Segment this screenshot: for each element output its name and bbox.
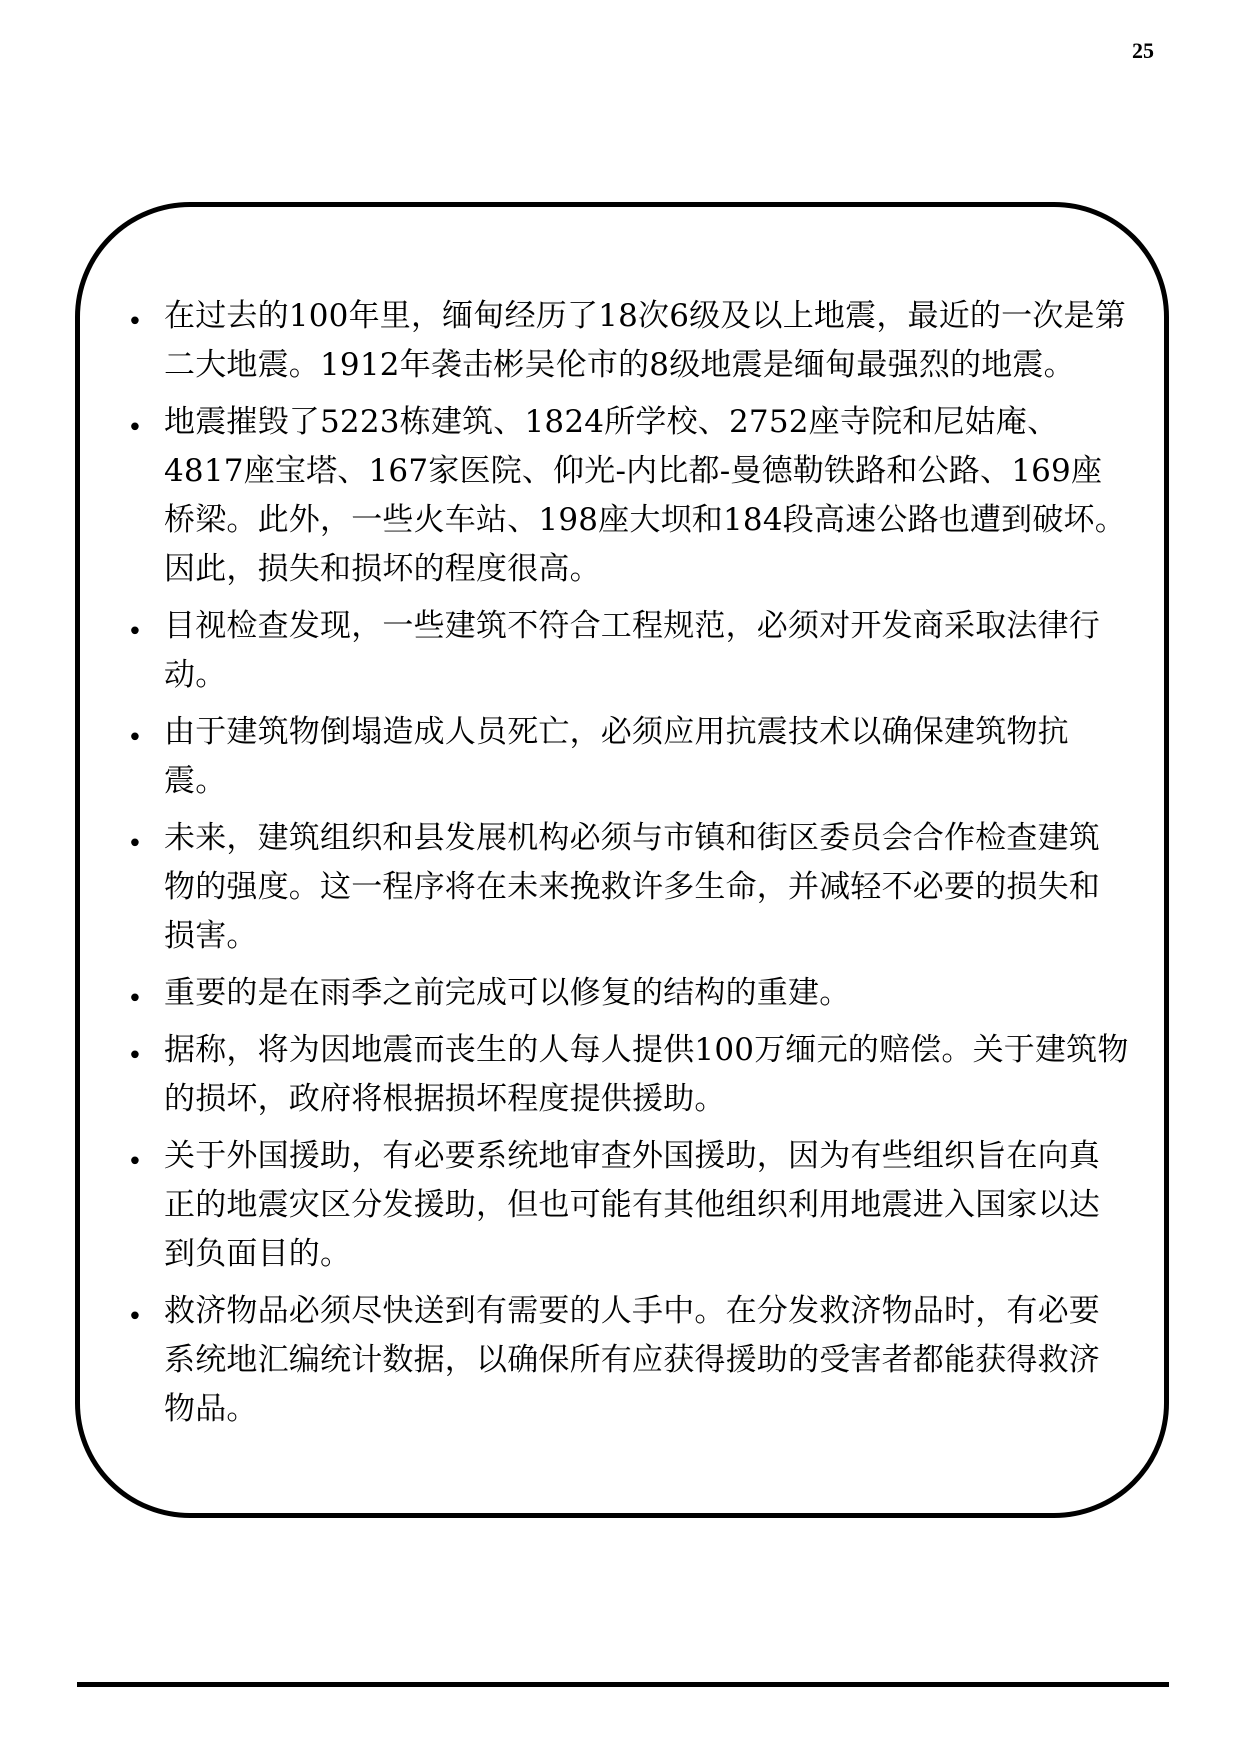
list-item-text: 关于外国援助，有必要系统地审查外国援助，因为有些组织旨在向真正的地震灾区分发援助，但也可能有其他组织利用地震进入国家以达到负面目的。 <box>164 1138 1100 1272</box>
list-item <box>120 708 1130 806</box>
list-item <box>120 398 1130 594</box>
bullet-point-icon: • <box>127 1147 143 1177</box>
bullet-list <box>120 292 1130 1442</box>
list-item-text: 地震摧毁了5223栋建筑、1824所学校、2752座寺院和尼姑庵、4817座宝塔、167家医院、仰光-内比都-曼德勒铁路和公路、169座桥梁。此外，一些火车站、198座大坝和184段高速公路也遭到破坏。因此，损失和损坏的程度很高。 <box>164 404 1126 587</box>
list-item-text: 未来，建筑组织和县发展机构必须与市镇和街区委员会合作检查建筑物的强度。这一程序将在未来挽救许多生命，并减轻不必要的损失和损害。 <box>164 820 1100 954</box>
bullet-point-icon: • <box>127 829 143 859</box>
bullet-point-icon: • <box>127 413 143 443</box>
list-item-text: 据称，将为因地震而丧生的人每人提供100万缅元的赔偿。关于建筑物的损坏，政府将根据损坏程度提供援助。 <box>164 1032 1129 1117</box>
list-item <box>120 969 1130 1018</box>
bullet-point-icon: • <box>127 1302 143 1332</box>
bullet-point-icon: • <box>127 617 143 647</box>
list-item-text: 重要的是在雨季之前完成可以修复的结构的重建。 <box>164 975 851 1011</box>
list-item <box>120 1287 1130 1434</box>
page-number: 25 <box>1132 38 1154 63</box>
list-item <box>120 292 1130 390</box>
bullet-point-icon: • <box>127 307 143 337</box>
list-item <box>120 1132 1130 1279</box>
list-item <box>120 814 1130 961</box>
list-item-text: 由于建筑物倒塌造成人员死亡，必须应用抗震技术以确保建筑物抗震。 <box>164 714 1069 799</box>
footer-divider <box>77 1682 1169 1687</box>
bullet-point-icon: • <box>127 723 143 753</box>
bullet-point-icon: • <box>127 984 143 1014</box>
list-item <box>120 1026 1130 1124</box>
list-item-text: 在过去的100年里，缅甸经历了18次6级及以上地震，最近的一次是第二大地震。1912年袭击彬吴伦市的8级地震是缅甸最强烈的地震。 <box>164 298 1126 383</box>
list-item-text: 目视检查发现，一些建筑不符合工程规范，必须对开发商采取法律行动。 <box>164 608 1100 693</box>
list-item-text: 救济物品必须尽快送到有需要的人手中。在分发救济物品时，有必要系统地汇编统计数据，以确保所有应获得援助的受害者都能获得救济物品。 <box>164 1293 1100 1427</box>
bullet-point-icon: • <box>127 1041 143 1071</box>
list-item <box>120 602 1130 700</box>
